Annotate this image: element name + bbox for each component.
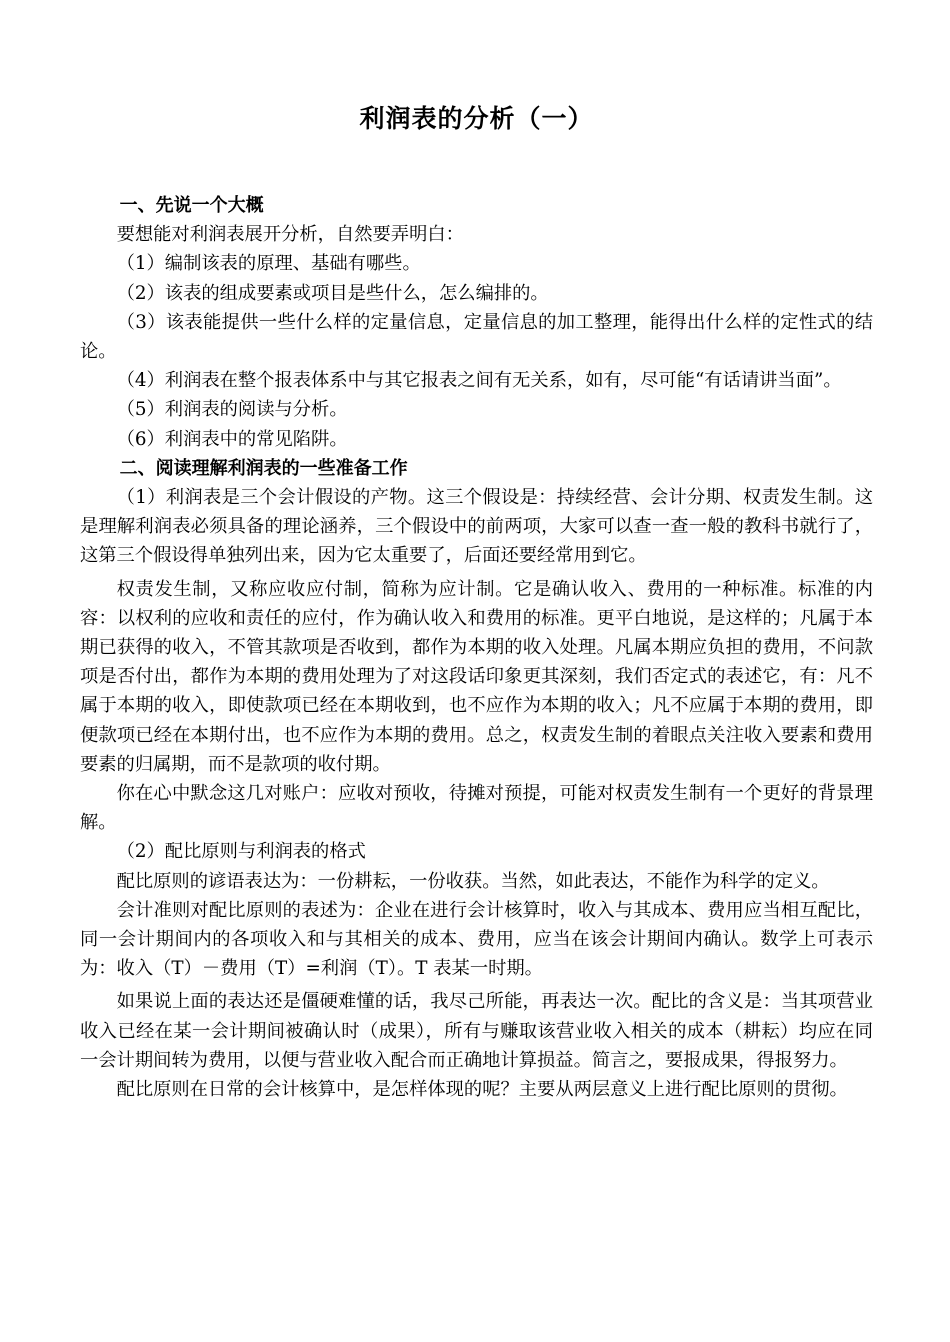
paragraph: （1）编制该表的原理、基础有哪些。 [116, 253, 421, 275]
section-heading: 二、阅读理解利润表的一些准备工作 [119, 457, 408, 479]
paragraph: 配比原则的谚语表达为：一份耕耘，一份收获。当然，如此表达，不能作为科学的定义。 [116, 870, 830, 892]
paragraph: （3）该表能提供一些什么样的定量信息，定量信息的加工整理，能得出什么样的定性式的结论。 [80, 311, 873, 363]
paragraph: 会计准则对配比原则的表述为：企业在进行会计核算时，收入与其成本、费用应当相互配比，同一会计期间内的各项收入和与其相关的成本、费用，应当在该会计期间内确认。数学上可表示为：收入（T）－费用（T）=利润（T）。T 表某一时期。 [80, 899, 873, 980]
paragraph: （6）利润表中的常见陷阱。 [116, 428, 348, 450]
paragraph: （5）利润表的阅读与分析。 [116, 399, 348, 421]
paragraph: （1）利润表是三个会计假设的产物。这三个假设是：持续经营、会计分期、权责发生制。这是理解利润表必须具备的理论涵养，三个假设中的前两项，大家可以查一查一般的教科书就行了，这第三个假设得单独列出来，因为它太重要了，后面还要经常用到它。 [80, 487, 873, 567]
section-overview [80, 191, 873, 454]
paragraph: 权责发生制，又称应收应付制，简称为应计制。它是确认收入、费用的一种标准。标准的内容：以权利的应收和责任的应付，作为确认收入和费用的标准。更平白地说，是这样的；凡属于本期已获得的收入，不管其款项是否收到，都作为本期的收入处理。凡属本期应负担的费用，不问款项是否付出，都作为本期的费用处理为了对这段话印象更其深刻，我们否定式的表述它，有：凡不属于本期的收入，即使款项已经在本期收到，也不应作为本期的收入；凡不应属于本期的费用，即便款项已经在本期付出，也不应作为本期的费用。总之，权责发生制的着眼点关注收入要素和费用要素的归属期，而不是款项的收付期。 [80, 578, 873, 775]
document-page [80, 95, 873, 1104]
paragraph: （2）该表的组成要素或项目是些什么，怎么编排的。 [116, 282, 549, 304]
paragraph: 配比原则在日常的会计核算中，是怎样体现的呢？主要从两层意义上进行配比原则的贯彻。 [116, 1079, 848, 1101]
paragraph: 要想能对利润表展开分析，自然要弄明白： [116, 224, 464, 246]
section-heading: 一、先说一个大概 [119, 195, 264, 216]
paragraph: 你在心中默念这几对账户：应收对预收，待摊对预提，可能对权责发生制有一个更好的背景理解。 [80, 783, 873, 834]
document-title: 利润表的分析（一） [359, 104, 594, 133]
paragraph: 如果说上面的表达还是僵硬难懂的话，我尽己所能，再表达一次。配比的含义是：当其项营业收入已经在某一会计期间被确认时（成果），所有与赚取该营业收入相关的成本（耕耘）均应在同一会计期间转为费用，以便与营业收入配合而正确地计算损益。简言之，要报成果，得报努力。 [80, 991, 873, 1071]
section-preparation [80, 454, 873, 1104]
paragraph: （2）配比原则与利润表的格式 [116, 841, 366, 863]
paragraph: （4）利润表在整个报表体系中与其它报表之间有无关系，如有，尽可能“有话请讲当面”。 [116, 370, 842, 392]
